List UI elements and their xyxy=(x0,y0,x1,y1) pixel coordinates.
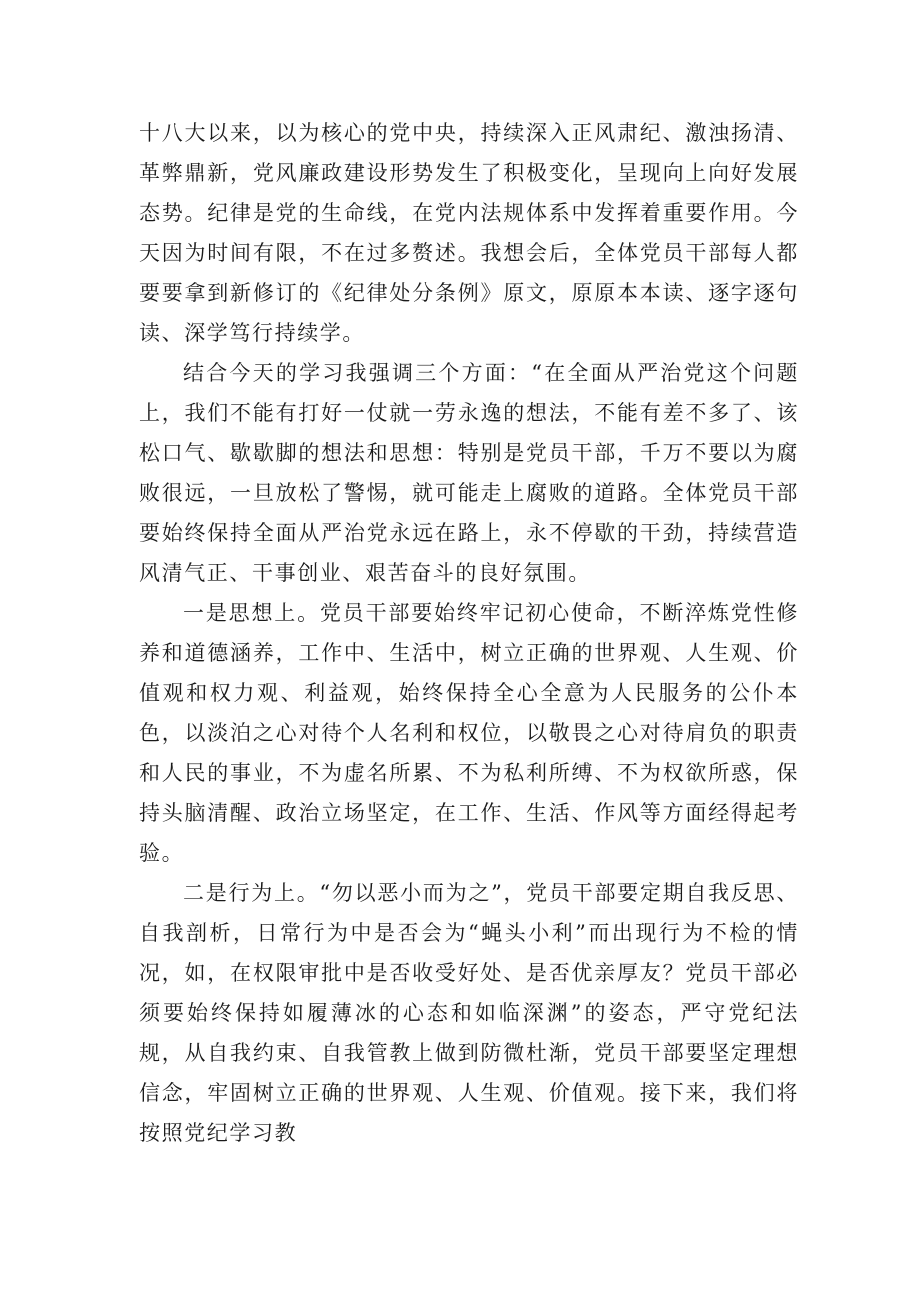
paragraph-1: 十八大以来，以为核心的党中央，持续深入正风肃纪、激浊扬清、革弊鼎新，党风廉政建设形势发生了积极变化，呈现向上向好发展态势。纪律是党的生命线，在党内法规体系中发挥着重要作用。今天因为时间有限，不在过多赘述。我想会后，全体党员干部每人都要要拿到新修订的《纪律处分条例》原文，原原本本读、逐字逐句读、深学笃行持续学。 xyxy=(139,121,799,345)
paragraph-4: 二是行为上。“勿以恶小而为之”，党员干部要定期自我反思、自我剖析，日常行为中是否会为“蝇头小利”而出现行为不检的情况，如，在权限审批中是否收受好处、是否优亲厚友？党员干部必须要始终保持如履薄冰的心态和如临深渊”的姿态，严守党纪法规，从自我约束、自我管教上做到防微杜渐，党员干部要坚定理想信念，牢固树立正确的世界观、人生观、价值观。接下来，我们将按照党纪学习教 xyxy=(139,881,799,1145)
paragraph-3: 一是思想上。党员干部要始终牢记初心使命，不断淬炼党性修养和道德涵养，工作中、生活中，树立正确的世界观、人生观、价值观和权力观、利益观，始终保持全心全意为人民服务的公仆本色，以淡泊之心对待个人名利和权位，以敬畏之心对待肩负的职责和人民的事业，不为虚名所累、不为私利所缚、不为权欲所惑，保持头脑清醒、政治立场坚定，在工作、生活、作风等方面经得起考验。 xyxy=(139,601,799,865)
paragraph-2: 结合今天的学习我强调三个方面：“在全面从严治党这个问题上，我们不能有打好一仗就一劳永逸的想法，不能有差不多了、该松口气、歇歇脚的想法和思想：特别是党员干部，千万不要以为腐败很远，一旦放松了警惕，就可能走上腐败的道路。全体党员干部要始终保持全面从严治党永远在路上，永不停歇的干劲，持续营造风清气正、干事创业、艰苦奋斗的良好氛围。 xyxy=(139,361,799,585)
document-body xyxy=(139,113,799,1153)
